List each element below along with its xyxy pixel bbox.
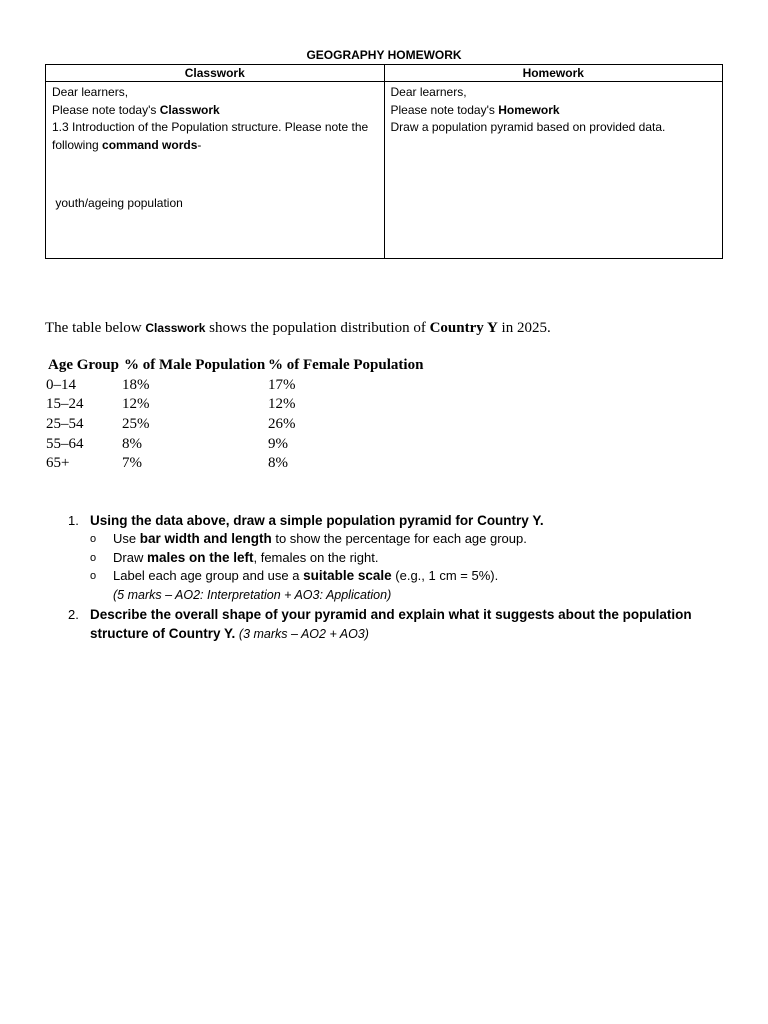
question-number: 2.	[68, 606, 79, 622]
homework-cell	[384, 82, 723, 259]
bullet-icon: o	[90, 551, 97, 564]
female-cell: 26%	[268, 416, 296, 433]
homework-note: Please note today's Homework	[390, 102, 560, 117]
question-1	[68, 511, 728, 530]
male-cell: 7%	[122, 455, 142, 472]
classwork-header: Classwork	[46, 65, 385, 82]
female-cell: 12%	[268, 396, 296, 413]
intro-text: The table below Classwork shows the population distribution of Country Y in 2025.	[45, 320, 551, 336]
homework-header: Homework	[384, 65, 723, 82]
female-cell: 17%	[268, 376, 296, 393]
classwork-greeting: Dear learners,	[52, 85, 129, 99]
question-1-marks: (5 marks – AO2: Interpretation + AO3: Application)	[113, 588, 392, 603]
homework-task: Draw a population pyramid based on provided data.	[390, 120, 666, 134]
female-cell: 9%	[268, 435, 288, 452]
male-cell: 18%	[122, 376, 150, 393]
classwork-term: youth/ageing population	[55, 196, 183, 210]
age-cell: 25–54	[46, 416, 84, 433]
age-cell: 55–64	[46, 435, 84, 452]
question-2	[68, 605, 728, 644]
list-item: o Label each age group and use a suitable scale (e.g., 1 cm = 5%).	[68, 567, 728, 586]
classwork-note: Please note today's Classwork	[52, 102, 220, 117]
homework-table	[45, 64, 723, 259]
male-cell: 8%	[122, 435, 142, 452]
classwork-cell	[46, 82, 385, 259]
female-header: % of Female Population	[268, 357, 424, 373]
list-item: o Draw males on the left, females on the right.	[68, 549, 728, 568]
question-2-marks: (3 marks – AO2 + AO3)	[238, 626, 369, 641]
male-header: % of Male Population	[124, 357, 266, 373]
male-cell: 25%	[122, 416, 150, 433]
list-item: o Use bar width and length to show the percentage for each age group.	[68, 530, 728, 549]
classwork-topic: 1.3 Introduction of the Population structure. Please note the following command words-	[52, 120, 369, 152]
question-number: 1.	[68, 513, 79, 528]
age-cell: 65+	[46, 455, 70, 472]
age-cell: 15–24	[46, 396, 84, 413]
table-body-row	[46, 82, 723, 259]
age-group-header: Age Group	[48, 357, 119, 373]
questions-list	[68, 511, 728, 644]
bullet-icon: o	[90, 533, 97, 545]
page-title: GEOGRAPHY HOMEWORK	[306, 48, 462, 62]
question-text: Using the data above, draw a simple population pyramid for Country Y.	[90, 513, 544, 528]
age-cell: 0–14	[46, 376, 76, 393]
homework-greeting: Dear learners,	[390, 85, 467, 99]
question-text: Describe the overall shape of your pyramid and explain what it suggests about the population structure of Country Y.	[90, 606, 692, 641]
female-cell: 8%	[268, 455, 288, 472]
male-cell: 12%	[122, 396, 150, 413]
bullet-icon: o	[90, 570, 97, 583]
table-header-row	[46, 65, 723, 82]
